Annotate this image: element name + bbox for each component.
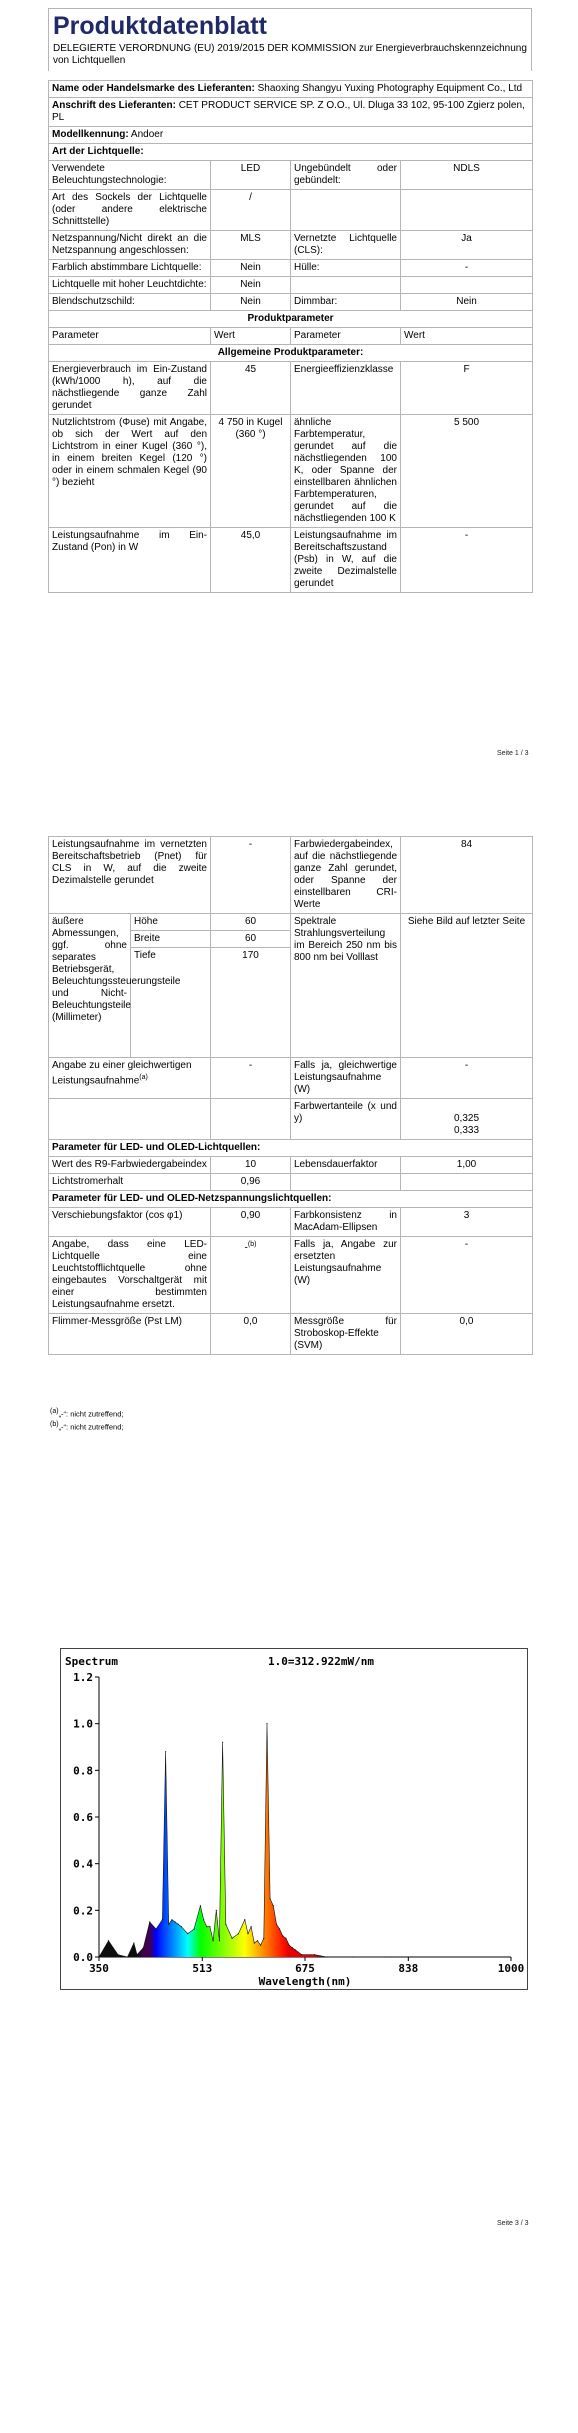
x-tick-label: 513 [192, 1962, 213, 1975]
spectrum-point [171, 1919, 172, 1920]
row-value: Nein [211, 294, 291, 311]
spectrum-point [98, 1956, 99, 1957]
replace-value: - [244, 1242, 248, 1254]
spectrum-point [175, 1921, 176, 1922]
table-row [49, 1314, 533, 1355]
equiv-label: Angabe zu einer gleichwertigen Leistungsaufnahme [52, 1060, 192, 1087]
light-source-type-heading: Art der Lichtquelle: [49, 144, 533, 161]
chroma-values [401, 1099, 533, 1140]
y-tick-label: 1.0 [73, 1717, 93, 1731]
row-value: Ja [401, 231, 533, 260]
col-param: Parameter [291, 328, 401, 345]
spectrum-point [279, 1928, 280, 1929]
dim-value: 60 [211, 931, 291, 948]
cos-value: 0,90 [211, 1208, 291, 1237]
row-value: Nein [211, 277, 291, 294]
equiv-yes-value: - [401, 1058, 533, 1099]
chroma-label: Farbwertanteile (x und y) [291, 1099, 401, 1140]
y-tick-label: 0.6 [73, 1811, 93, 1824]
spectrum-line [99, 1724, 384, 1957]
row-value: 5 500 [401, 415, 533, 528]
spectrum-point [282, 1935, 283, 1936]
y-tick-label: 1.2 [73, 1671, 93, 1684]
x-tick-label: 838 [398, 1962, 419, 1975]
table-row [49, 260, 533, 277]
empty-cell [211, 1099, 291, 1140]
strobo-value: 0,0 [401, 1314, 533, 1355]
x-tick-label: 675 [295, 1962, 315, 1975]
dimensions-label: äußere Abmessungen, ggf. ohne separates Betriebsgerät, Beleuchtungssteuerungsteile und Nicht-Beleuchtungsteile (Millimeter) [49, 914, 131, 1058]
spectrum-point [203, 1919, 204, 1920]
row-label: Art des Sockels der Lichtquelle (oder andere elektrische Schnittstelle) [49, 190, 211, 231]
row-value: - [401, 260, 533, 277]
spectrum-point [222, 1742, 223, 1743]
strobo-label: Messgröße für Stroboskop-Effekte (SVM) [291, 1314, 401, 1355]
spectrum-point [127, 1956, 128, 1957]
model-row [49, 127, 533, 144]
row-label: Energieverbrauch im Ein-Zustand (kWh/1000 h), auf die nächstliegende ganze Zahl gerundet [49, 362, 211, 415]
table-row [49, 362, 533, 415]
spectrum-point [251, 1926, 252, 1927]
spectrum-point [266, 1723, 267, 1724]
spectrum-point [187, 1933, 188, 1934]
product-info-table [48, 80, 533, 593]
chart-subtitle: 1.0=312.922mW/nm [268, 1655, 374, 1668]
y-tick-label: 0.8 [73, 1764, 93, 1778]
dim-name: Tiefe [131, 948, 211, 1058]
spectrum-point [168, 1924, 169, 1925]
y-tick-label: 0.4 [73, 1857, 93, 1871]
row-value [401, 190, 533, 231]
supplier-address-row [49, 98, 533, 127]
page-3 [0, 1600, 578, 2433]
row-label: Dimmbar: [291, 294, 401, 311]
row-value: F [401, 362, 533, 415]
macadam-label: Farbkonsistenz in MacAdam-Ellipsen [291, 1208, 401, 1237]
table-row [49, 277, 533, 294]
spectrum-point [181, 1926, 182, 1927]
footnote-b: $^{(b)}$„-“: nicht zutreffend; [50, 1421, 124, 1432]
chroma-y: 0,333 [453, 1125, 480, 1136]
table-row [49, 161, 533, 190]
replace-yes-label: Falls ja, Angabe zur ersetzten Leistungsaufnahme (W) [291, 1237, 401, 1314]
dim-value: 170 [211, 948, 291, 1058]
row-value: / [211, 190, 291, 231]
table-row [49, 1237, 533, 1314]
spectrum-point [270, 1898, 271, 1899]
table-row [49, 231, 533, 260]
flicker-label: Flimmer-Messgröße (Pst LM) [49, 1314, 211, 1355]
spectrum-point [149, 1921, 150, 1922]
spectrum-point [352, 1956, 353, 1957]
spectrum-point [194, 1928, 195, 1929]
table-row [49, 190, 533, 231]
table-row [49, 1157, 533, 1174]
spectrum-point [143, 1947, 144, 1948]
cos-label: Verschiebungsfaktor (cos φ1) [49, 1208, 211, 1237]
general-params-heading: Allgemeine Produktparameter: [49, 345, 533, 362]
spectrum-point [276, 1924, 277, 1925]
spectrum-point [219, 1940, 220, 1941]
row-value [401, 277, 533, 294]
row-label: Netzspannung/Nicht direkt an die Netzspannung angeschlossen: [49, 231, 211, 260]
spectrum-point [108, 1940, 109, 1941]
row-value: Nein [211, 260, 291, 277]
spectrum-point [247, 1933, 248, 1934]
flux-value: 0,96 [211, 1174, 291, 1191]
spectrum-point [155, 1928, 156, 1929]
life-value: 1,00 [401, 1157, 533, 1174]
spectrum-point [213, 1940, 214, 1941]
chart-title: Spectrum [65, 1655, 118, 1668]
col-param: Parameter [49, 328, 211, 345]
table-row [49, 1058, 533, 1099]
table-row [49, 1099, 533, 1140]
spectrum-point [301, 1954, 302, 1955]
row-value: - [401, 528, 533, 593]
page-2 [0, 780, 578, 1600]
dim-name: Breite [131, 931, 211, 948]
macadam-value: 3 [401, 1208, 533, 1237]
table-row [49, 837, 533, 914]
mains-params-heading: Parameter für LED- und OLED-Netzspannungslichtquellen: [49, 1191, 533, 1208]
empty-cell [291, 1174, 401, 1191]
spectrum-area [99, 1724, 384, 1957]
spectrum-point [263, 1938, 264, 1939]
spectrum-point [260, 1945, 261, 1946]
row-label: Leistungsaufnahme im vernetzten Bereitschaftsbetrieb (Pnet) für CLS in W, auf die zweite Dezimalstelle gerundet [49, 837, 211, 914]
row-label: Energieeffizienzklasse [291, 362, 401, 415]
row-label: Vernetzte Lichtquelle (CLS): [291, 231, 401, 260]
table-row [49, 528, 533, 593]
replace-yes-value: - [401, 1237, 533, 1314]
row-value: MLS [211, 231, 291, 260]
row-value: 45,0 [211, 528, 291, 593]
supplier-name-row [49, 81, 533, 98]
row-label: Hülle: [291, 260, 401, 277]
spectrum-svg [61, 1649, 527, 1989]
spectrum-point [178, 1924, 179, 1925]
row-label: Blendschutzschild: [49, 294, 211, 311]
product-params-table-continued [48, 836, 533, 1355]
empty-cell [49, 1099, 211, 1140]
dim-name: Höhe [131, 914, 211, 931]
spectrum-point [257, 1940, 258, 1941]
row-label: Verwendete Beleuchtungstechnologie: [49, 161, 211, 190]
spectrum-point [232, 1938, 233, 1939]
row-label: Farblich abstimmbare Lichtquelle: [49, 260, 211, 277]
flux-label: Lichtstromerhalt [49, 1174, 211, 1191]
row-value: LED [211, 161, 291, 190]
spectrum-point [295, 1949, 296, 1950]
col-value: Wert [401, 328, 533, 345]
spectrum-point [200, 1905, 201, 1906]
spectrum-point [273, 1905, 274, 1906]
y-tick-label: 0.2 [73, 1904, 93, 1918]
spectrum-point [238, 1933, 239, 1934]
spectrum-point [225, 1924, 226, 1925]
supplier-address-label: Anschrift des Lieferanten: [52, 100, 176, 111]
spectrum-point [254, 1942, 255, 1943]
led-params-heading: Parameter für LED- und OLED-Lichtquellen: [49, 1140, 533, 1157]
row-label [291, 190, 401, 231]
model-value: Andoer [130, 129, 164, 140]
spectrum-point [327, 1956, 328, 1957]
spectrum-point [285, 1938, 286, 1939]
spectrum-point [206, 1926, 207, 1927]
life-label: Lebensdauerfaktor [291, 1157, 401, 1174]
param-header-row [49, 328, 533, 345]
page-1 [0, 0, 578, 780]
supplier-address-value: CET PRODUCT SERVICE SP. Z O.O., Ul. Dluga 33 102, 95-100 Zgierz polen, PL [52, 100, 525, 123]
page-title: Produktdatenblatt [53, 12, 267, 40]
spectral-value: Siehe Bild auf letzter Seite [401, 914, 533, 1058]
spectrum-chart [60, 1648, 528, 1990]
row-label [291, 277, 401, 294]
spectrum-point [289, 1945, 290, 1946]
spectrum-point [216, 1910, 217, 1911]
row-value: 4 750 in Kugel (360 °) [211, 415, 291, 528]
spectrum-point [117, 1954, 118, 1955]
x-tick-label: 350 [89, 1962, 109, 1975]
spectrum-point [384, 1956, 385, 1957]
row-label: Leistungsaufnahme im Ein-Zustand (Pon) in W [49, 528, 211, 593]
chroma-x: 0,325 [453, 1113, 480, 1124]
equiv-yes-label: Falls ja, gleichwertige Leistungsaufnahme (W) [291, 1058, 401, 1099]
row-label: Ungebündelt oder gebündelt: [291, 161, 401, 190]
spectral-label: Spektrale Strahlungsverteilung im Bereich 250 nm bis 800 nm bei Volllast [291, 914, 401, 1058]
spectrum-point [136, 1954, 137, 1955]
table-row [49, 1208, 533, 1237]
col-value: Wert [211, 328, 291, 345]
row-value: 84 [401, 837, 533, 914]
row-value: NDLS [401, 161, 533, 190]
row-label: Leistungsaufnahme im Bereitschaftszustand (Psb) in W, auf die zweite Dezimalstelle gerundet [291, 528, 401, 593]
page-number: Seite 1 / 3 [497, 750, 529, 757]
flicker-value: 0,0 [211, 1314, 291, 1355]
replace-label: Angabe, dass eine LED-Lichtquelle eine Leuchtstofflichtquelle ohne eingebautes Vorschaltgerät mit einer bestimmten Leistungsaufnahme ersetzt. [49, 1237, 211, 1314]
page-number: Seite 3 / 3 [497, 2220, 529, 2227]
empty-cell [401, 1174, 533, 1191]
spectrum-point [244, 1919, 245, 1920]
spectrum-point [133, 1942, 134, 1943]
supplier-name-label: Name oder Handelsmarke des Lieferanten: [52, 83, 255, 94]
table-row [49, 1174, 533, 1191]
row-label: Farbwiedergabeindex, auf die nächstliegende ganze Zahl gerundet, oder Spanne der einstellbaren CRI-Werte [291, 837, 401, 914]
model-label: Modellkennung: [52, 129, 129, 140]
equiv-value: - [211, 1058, 291, 1099]
datasheet-header [48, 8, 532, 71]
row-value: - [211, 837, 291, 914]
row-value: Nein [401, 294, 533, 311]
table-row [49, 294, 533, 311]
row-value: 45 [211, 362, 291, 415]
table-row [49, 415, 533, 528]
x-tick-label: 1000 [497, 1962, 525, 1975]
r9-value: 10 [211, 1157, 291, 1174]
replace-value-cell: -$^{(b)}$ [211, 1237, 291, 1314]
dim-value: 60 [211, 914, 291, 931]
row-label: Nutzlichtstrom (Φuse) mit Angabe, ob sich der Wert auf den Lichtstrom in einer Kugel (360 °), in einem breiten Kegel (120 °) oder in einem schmalen Kegel (90 °) bezieht [49, 415, 211, 528]
spectrum-point [292, 1947, 293, 1948]
row-label: ähnliche Farbtemperatur, gerundet auf die nächstliegenden 100 K, oder Spanne der einstellbaren ähnlichen Farbtemperaturen, gerundet auf die nächstliegenden 100 K [291, 415, 401, 528]
row-label: Angabe zu einer gleichwertigen Leistungsaufnahme$^{(a)}$ [49, 1058, 211, 1099]
y-tick-label: 0.0 [73, 1951, 93, 1964]
supplier-name-value: Shaoxing Shangyu Yuxing Photography Equipment Co., Ltd [257, 83, 523, 94]
spectrum-point [162, 1919, 163, 1920]
product-params-heading: Produktparameter [49, 311, 533, 328]
x-axis-label: Wavelength(nm) [258, 1975, 352, 1988]
spectrum-point [314, 1954, 315, 1955]
dimensions-row [49, 914, 533, 931]
spectrum-point [209, 1926, 210, 1927]
row-label: Lichtquelle mit hoher Leuchtdichte: [49, 277, 211, 294]
spectrum-point [165, 1751, 166, 1752]
regulation-text: DELEGIERTE VERORDNUNG (EU) 2019/2015 DER KOMMISSION zur Energieverbrauchskennzeichnung von Lichtquellen [53, 43, 527, 66]
footnote-a: $^{(a)}$„-“: nicht zutreffend; [50, 1408, 124, 1419]
r9-label: Wert des R9-Farbwiedergabeindex [49, 1157, 211, 1174]
